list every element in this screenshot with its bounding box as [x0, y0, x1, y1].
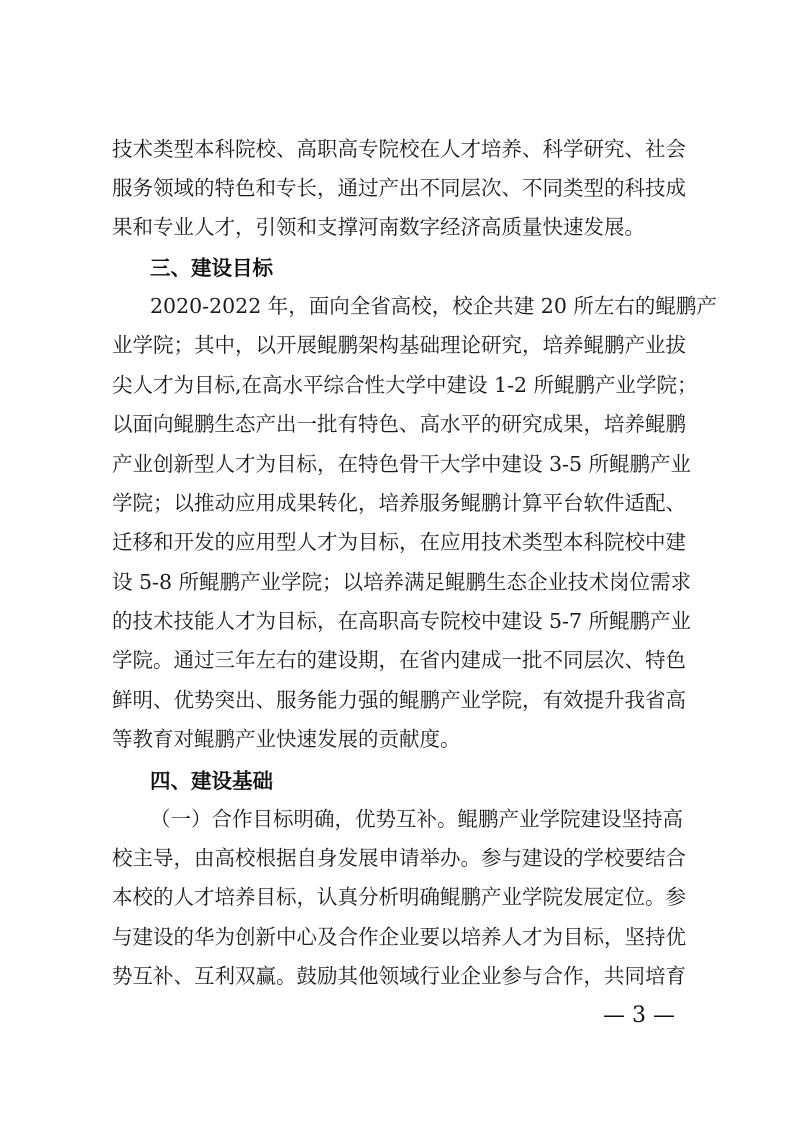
- paragraph-line: 2020-2022 年，面向全省高校，校企共建 20 所左右的鲲鹏产: [150, 294, 717, 318]
- paragraph-line: 鲜明、优势突出、服务能力强的鲲鹏产业学院，有效提升我省高: [112, 688, 686, 712]
- paragraph-line: 技术类型本科院校、高职高专院校在人才培养、科学研究、社会: [112, 137, 686, 161]
- paragraph-line: 产业创新型人才为目标，在特色骨干大学中建设 3-5 所鲲鹏产业: [112, 452, 692, 476]
- paragraph-line: 势互补、互利双赢。鼓励其他领域行业企业参与合作，共同培育: [112, 964, 686, 988]
- paragraph-line: 与建设的华为创新中心及合作企业要以培养人才为目标，坚持优: [112, 925, 686, 949]
- paragraph-line: 校主导，由高校根据自身发展申请举办。参与建设的学校要结合: [112, 846, 686, 870]
- paragraph-line: 设 5-8 所鲲鹏产业学院；以培养满足鲲鹏生态企业技术岗位需求: [112, 570, 692, 594]
- paragraph-line: 尖人才为目标,在高水平综合性大学中建设 1-2 所鲲鹏产业学院；: [112, 373, 698, 397]
- paragraph-line: （一）合作目标明确，优势互补。鲲鹏产业学院建设坚持高: [150, 807, 683, 831]
- paragraph-line: 学院。通过三年左右的建设期，在省内建成一批不同层次、特色: [112, 648, 686, 672]
- paragraph-line: 本校的人才培养目标，认真分析明确鲲鹏产业学院发展定位。参: [112, 885, 686, 909]
- paragraph-line: 果和专业人才，引领和支撑河南数字经济高质量快速发展。: [112, 215, 645, 239]
- section-heading-basis: 四、建设基础: [150, 769, 273, 793]
- paragraph-line: 学院；以推动应用成果转化，培养服务鲲鹏计算平台软件适配、: [112, 491, 686, 515]
- paragraph-line: 等教育对鲲鹏产业快速发展的贡献度。: [112, 727, 461, 751]
- paragraph-line: 以面向鲲鹏生态产出一批有特色、高水平的研究成果，培养鲲鹏: [112, 412, 686, 436]
- section-heading-goals: 三、建设目标: [150, 256, 273, 280]
- page-number: — 3 —: [603, 1003, 675, 1028]
- paragraph-line: 业学院；其中，以开展鲲鹏架构基础理论研究，培养鲲鹏产业拔: [112, 333, 686, 357]
- paragraph-line: 迁移和开发的应用型人才为目标，在应用技术类型本科院校中建: [112, 530, 686, 554]
- paragraph-line: 服务领域的特色和专长，通过产出不同层次、不同类型的科技成: [112, 176, 686, 200]
- paragraph-line: 的技术技能人才为目标，在高职高专院校中建设 5-7 所鲲鹏产业: [112, 609, 692, 633]
